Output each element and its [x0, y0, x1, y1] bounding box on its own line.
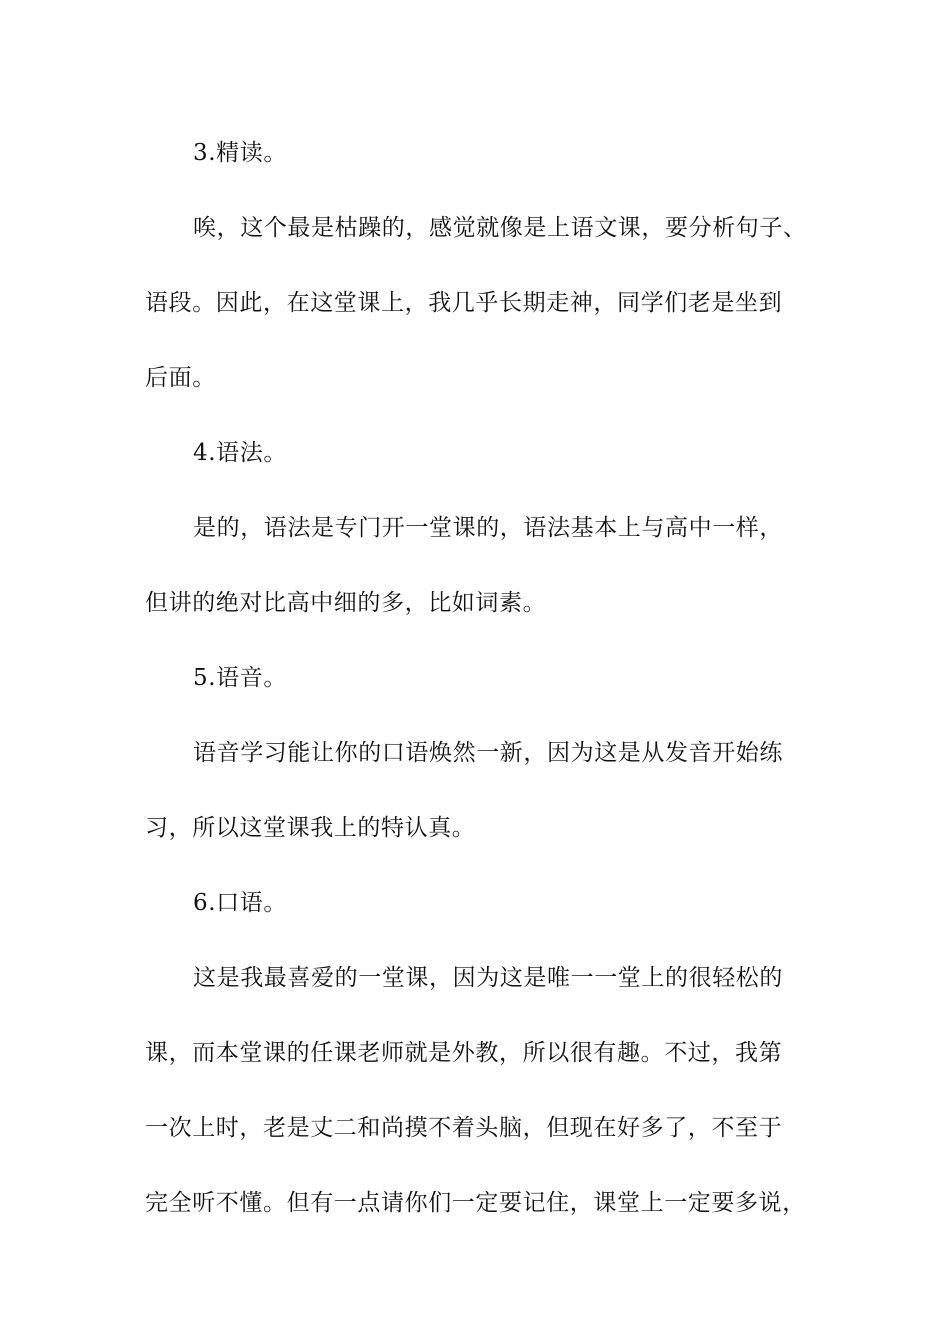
paragraph-line: 语音学习能让你的口语焕然一新，因为这是从发音开始练 — [193, 740, 783, 766]
heading-phonetics: 5.语音。 — [193, 665, 287, 691]
heading-intensive-reading: 3.精读。 — [193, 140, 287, 166]
paragraph-line: 后面。 — [145, 365, 216, 391]
paragraph-line: 语段。因此，在这堂课上，我几乎长期走神，同学们老是坐到 — [145, 290, 783, 316]
paragraph-line: 习，所以这堂课我上的特认真。 — [145, 815, 476, 841]
paragraph-line: 完全听不懂。但有一点请你们一定要记住，课堂上一定要多说， — [145, 1190, 806, 1216]
paragraph-line: 但讲的绝对比高中细的多，比如词素。 — [145, 590, 547, 616]
paragraph-line: 唉，这个最是枯躁的，感觉就像是上语文课，要分析句子、 — [193, 215, 807, 241]
heading-grammar: 4.语法。 — [193, 440, 287, 466]
document-body — [145, 128, 825, 1253]
paragraph-line: 课，而本堂课的任课老师就是外教，所以很有趣。不过，我第 — [145, 1040, 783, 1066]
heading-oral: 6.口语。 — [193, 890, 287, 916]
paragraph-line: 一次上时，老是丈二和尚摸不着头脑，但现在好多了，不至于 — [145, 1115, 783, 1141]
paragraph-line: 是的，语法是专门开一堂课的，语法基本上与高中一样， — [193, 515, 783, 541]
paragraph-line: 这是我最喜爱的一堂课，因为这是唯一一堂上的很轻松的 — [193, 965, 783, 991]
